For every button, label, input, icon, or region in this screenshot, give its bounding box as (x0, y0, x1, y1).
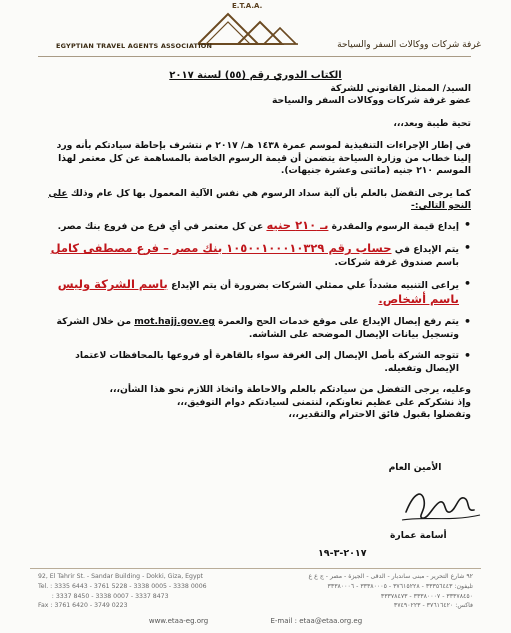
bank-account-highlight: حساب رقم ١٠٥٠٠١٠٠٠١٠٣٢٩ بنك مصر – فرع مصطفى كامل (50, 241, 392, 255)
paragraph-2-text: كما يرجى التفضل بالعلم بأن آلية سداد الرسوم هي نفس الآلية المعمول بها كل عام وذلك (70, 187, 471, 199)
list-item-text: باسم صندوق غرفة شركات. (334, 256, 459, 268)
list-item (40, 278, 471, 307)
signatory-name: أسامة عمارة (390, 530, 447, 541)
list-item (40, 350, 471, 375)
list-item-text: يراعى التنبيه مشدداً علي ممثلي الشركات بضرورة أن يتم الإيداع (171, 280, 459, 291)
signatory-role: الأمين العام (388, 462, 442, 473)
list-item (40, 242, 471, 269)
footer-phone-line: تليفون: ٣٣٣٥٦٤٤٣ - ٣٧٦١٥٢٢٨ - ٣٣٣٨٠٠٠٥ - ٣٣٣٨٠٠٠٦ (327, 582, 473, 590)
recipient-line-2: عضو غرفة شركات ووكالات السفر والسياحة (271, 95, 471, 106)
list-item (40, 316, 471, 341)
list-item-text: إيداع قيمة الرسوم والمقدرة (331, 220, 459, 232)
list-item-text: تتوجه الشركة بأصل الإيصال إلى الغرفة سواء بالقاهرة أو فروعها بالمحافظات لاعتماد الإيصال وتفعيله. (75, 350, 459, 374)
footer-address-line: ٩٢ شارع التحرير - مبنى ساندبار - الدقى - الجيزة - مصر - ج ع ع (308, 573, 473, 580)
list-item-text: من خلال الشركة وتسجيل بيانات الإيصال الموضحه على الشاشه. (56, 316, 459, 340)
footer-links (0, 617, 511, 625)
paragraph-2-emphasis: على النحو التالي:- (48, 187, 471, 211)
company-name-highlight: باسم الشركة وليس باسم أشخاص. (57, 277, 459, 306)
recipient-line-1: السيد/ الممثل القانوني للشركة (330, 82, 471, 94)
list-item-text: يتم رفع إيصال الإيداع على موقع خدمات الحج والعمرة (218, 316, 459, 327)
association-name-english: EGYPTIAN TRAVEL AGENTS ASSOCIATION (56, 42, 213, 50)
pyramids-logo-icon (198, 10, 298, 46)
footer-address-english: 92, El Tahrir St. - Sandar Building - Dokki, Giza, Egypt Tel. : 3335 6443 - 3761 5228 - 3338 0005 - 3338 0006 : 3337 8450 - 3338 0007 - 3337 8473 Fax : 3761 6420 - 3749 0223 (38, 573, 207, 610)
closing-line-2: وإذ نشكركم على عظيم تعاونكم، لنتمنى لسيادتكم دوام التوفيق،،، (176, 396, 471, 408)
association-name-arabic: غرفة شركات ووكالات السفر والسياحة (337, 40, 481, 50)
footer-divider (30, 568, 481, 569)
greeting: تحية طيبة وبعد،،، (393, 117, 471, 129)
letter-title: الكتاب الدوري رقم (٥٥) لسنة ٢٠١٧ (169, 70, 342, 81)
footer-phone-line: ٣٣٣٧٨٤٥٠ - ٣٣٣٨٠٠٠٧ - ٣٣٣٧٨٤٧٣ (380, 592, 473, 600)
fee-amount-highlight: بـ ٢١٠ جنيه (266, 217, 329, 232)
list-item-text: يتم الإيداع في (394, 244, 459, 255)
closing-line-1: وعليه، يرجى التفضل من سيادتكم بالعلم والاحاطة واتخاذ اللازم نحو هذا الشأن،،، (109, 384, 471, 395)
footer-address-arabic (309, 572, 474, 611)
header-divider (38, 56, 471, 57)
letterhead (0, 0, 511, 62)
letter-date: ٢٠١٧-٣-١٩ (318, 548, 367, 559)
letter-body (40, 70, 471, 422)
list-item (40, 219, 471, 234)
email-link[interactable]: E-mail : etaa@etaa.org.eg (270, 617, 363, 625)
closing-line-3: وتفضلوا بقبول فائق الاحترام والتقدير،،، (288, 409, 471, 420)
paragraph-1: في إطار الإجراءات التنفيذية لموسم عمرة ١٤٣٨ هـ/ ٢٠١٧ م نتشرف بإحاطة سيادتكم بأنه ورد إلينا خطاب من وزارة السياحة يتضمن أن قيمة الرسوم الخاصة بالمساهمة عن كل معتمر لهذا الموسم ٢١٠ جنيه (مائتى وعشرة جنيهات). (56, 140, 471, 176)
hajj-website-link[interactable]: mot.hajj.gov.eg (134, 316, 215, 327)
footer-fax-line: فاكس: ٣٧٦١٦٤٢٠ - ٣٧٤٩٠٢٢٣ (393, 602, 473, 610)
website-link[interactable]: www.etaa-eg.org (148, 617, 209, 625)
logo-abbreviation: E.T.A.A. (232, 2, 263, 10)
paragraph-2 (40, 188, 471, 213)
handwritten-signature (400, 482, 482, 526)
list-item-text: عن كل معتمر في أي فرع من فروع بنك مصر. (57, 220, 264, 232)
